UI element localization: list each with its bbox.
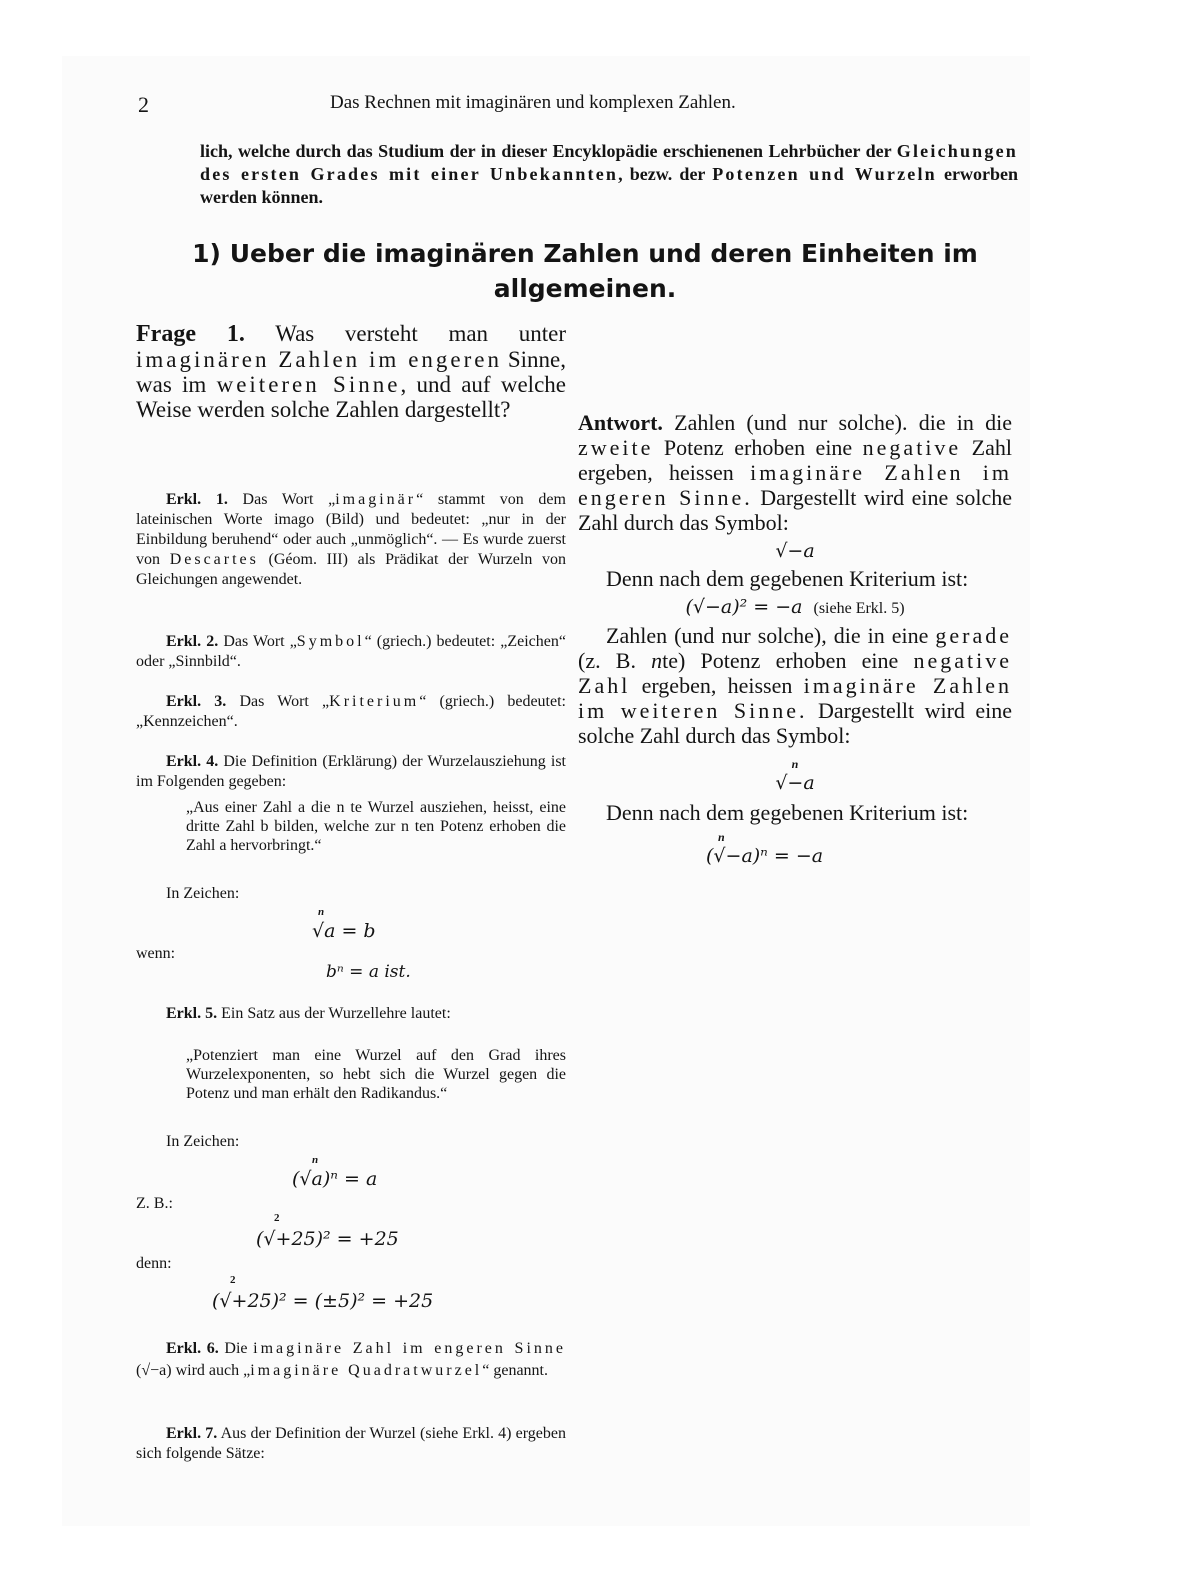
answer-spaced: negative Zahl (578, 648, 1012, 698)
note-text: Die Definition (Erklärung) der Wurzelausziehung ist im Folgenden gegeben: (136, 753, 566, 790)
note-label: Erkl. 4. (166, 753, 219, 770)
note-erkl-5 (136, 1004, 566, 1024)
answer-italic: n (651, 648, 663, 673)
answer-text: Dargestellt wird eine solche Zahl durch das Symbol: (578, 485, 1013, 535)
note-spaced: Kriterium (329, 693, 420, 710)
formula-root-equals-b: √a = b (312, 920, 376, 942)
intro-text: lich, welche durch das Studium der in dieser Encyklopädie erschienenen Lehrbücher der (200, 141, 897, 161)
running-title: Das Rechnen mit imaginären und komplexen Zahlen. (330, 92, 736, 113)
question-text: , und auf welche Weise werden solche Zahlen dargestellt? (136, 372, 566, 422)
section-title: Ueber die imaginären Zahlen und deren Einheiten im allgemeinen. (229, 239, 978, 303)
note-text: “ (griech.) bedeutet: „Kennzeichen“. (136, 693, 566, 730)
formula-example-25-proof: (√+25)² = (±5)² = +25 (212, 1290, 434, 1312)
note-erkl-5-quote: „Potenziert man eine Wurzel auf den Grad ihres Wurzelexponenten, so hebt sich die Wurzel gegen die Potenz und man erhält den Radikandus.“ (186, 1047, 566, 1102)
note-spaced: Symbol (296, 633, 365, 650)
question-spaced: weiteren Sinne (216, 372, 401, 397)
formula-square-row (578, 593, 1012, 621)
note-label: Erkl. 5. (166, 1005, 218, 1022)
formula-example-25: (√+25)² = +25 (256, 1228, 399, 1250)
note-in-zeichen: In Zeichen: (166, 885, 240, 902)
answer-text: (z. B. (578, 648, 652, 673)
question-paragraph (136, 321, 566, 422)
formula-reference: (siehe Erkl. 5) (813, 600, 905, 617)
answer-spaced: imaginäre Zahlen im engeren Sinne. (578, 460, 1012, 510)
note-erkl-4 (136, 752, 566, 792)
answer-spaced: gerade (935, 623, 1012, 648)
answer-text: ergeben, heissen (630, 673, 804, 698)
note-in-zeichen: In Zeichen: (166, 1133, 240, 1150)
note-text: “ (griech.) bedeutet: „Zeichen“ oder „Sinnbild“. (136, 633, 566, 670)
answer-paragraph-2: Denn nach dem gegebenen Kriterium ist: (606, 566, 969, 591)
answer-text: Potenz erhoben eine (653, 435, 863, 460)
intro-paragraph (200, 140, 1018, 209)
formula-power-of-root: (√a)ⁿ = a (292, 1168, 378, 1190)
root-index: n (312, 1154, 319, 1166)
note-text: (Géom. III) als Prädikat der Wurzeln von Gleichungen angewendet. (136, 551, 567, 588)
formula-nth-power: (√−a)ⁿ = −a (706, 845, 824, 867)
note-denn: denn: (136, 1255, 172, 1272)
root-index: n (791, 757, 799, 771)
formula-square: (√−a)² = −a (685, 596, 803, 618)
note-label: Erkl. 7. (166, 1425, 218, 1442)
answer-spaced: negative (862, 435, 962, 460)
note-label: Erkl. 2. (166, 633, 219, 650)
note-erkl-3 (136, 692, 566, 732)
intro-spaced: Potenzen und Wurzeln (712, 164, 937, 184)
note-erkl-6 (136, 1338, 566, 1382)
section-heading (150, 236, 1020, 306)
answer-spaced: zweite (578, 435, 654, 460)
intro-text: , bezw. der (618, 164, 713, 184)
question-spaced: imaginären Zahlen im engeren (136, 347, 502, 372)
page-number: 2 (138, 92, 149, 117)
answer-paragraph-1 (578, 410, 1012, 535)
question-label: Frage 1. (136, 321, 245, 347)
note-spaced: imaginäre Zahl im engeren Sinne (253, 1340, 566, 1357)
note-text: “ stammt von dem lateinischen Worte imago (Bild) und bedeutet: „nur in der Einbildung beruhend“ oder auch „unmöglich“. — Es wurde zuerst von (136, 491, 566, 568)
note-text: (√−a) wird auch „ (136, 1362, 251, 1379)
answer-column (578, 410, 1012, 869)
note-zb: Z. B.: (136, 1195, 173, 1212)
answer-spaced: imaginäre Zahlen im weiteren Sinne. (578, 673, 1012, 723)
note-spaced: imaginär (335, 491, 417, 508)
formula-index-n (578, 754, 1012, 771)
note-text: Das Wort „ (226, 693, 330, 710)
note-erkl-7 (136, 1424, 566, 1464)
root-index: n (718, 830, 725, 844)
answer-paragraph-3 (578, 623, 1012, 748)
question-text: Was versteht man unter (244, 321, 566, 346)
answer-text: te) Potenz erhoben eine (662, 648, 914, 673)
section-number: 1) (192, 239, 221, 268)
formula-nth-root: √−a (775, 772, 815, 794)
question-text: Sinne, was im (136, 347, 566, 397)
note-text: Die (218, 1340, 254, 1357)
note-spaced: Descartes (169, 551, 259, 568)
root-index: n (318, 906, 325, 918)
note-label: Erkl. 1. (166, 491, 228, 508)
note-erkl-2 (136, 632, 566, 672)
answer-label: Antwort. (578, 410, 663, 435)
answer-text: Zahl ergeben, heissen (578, 435, 1012, 485)
intro-text: erworben werden können. (200, 164, 1018, 207)
note-text: Das Wort „ (227, 491, 336, 508)
note-text: “ genannt. (482, 1362, 548, 1379)
answer-text: Zahlen (und nur solche). die in die (662, 410, 1012, 435)
formula-index-n (578, 827, 1012, 844)
root-index: 2 (230, 1274, 236, 1286)
note-text: Das Wort „ (218, 633, 297, 650)
note-label: Erkl. 3. (166, 693, 227, 710)
formula-power-equals-a: bⁿ = a ist. (326, 962, 411, 982)
root-index: 2 (274, 1212, 280, 1224)
answer-text: Dargestellt wird eine solche Zahl durch das Symbol: (578, 698, 1013, 748)
intro-spaced: Gleichungen des ersten Grades mit einer Unbekannten (200, 141, 1018, 184)
note-erkl-1 (136, 490, 566, 590)
note-wenn: wenn: (136, 945, 176, 962)
note-text: Aus der Definition der Wurzel (siehe Erkl. 4) ergeben sich folgende Sätze: (136, 1425, 566, 1462)
answer-paragraph-4: Denn nach dem gegebenen Kriterium ist: (606, 800, 969, 825)
note-label: Erkl. 6. (166, 1340, 219, 1357)
formula-sqrt-minus-a: √−a (775, 540, 815, 562)
note-erkl-4-quote: „Aus einer Zahl a die n te Wurzel ausziehen, heisst, eine dritte Zahl b bilden, welche zur n ten Potenz erhoben die Zahl a hervorbringt.“ (186, 799, 566, 854)
answer-text: Zahlen (und nur solche), die in eine (606, 623, 936, 648)
note-text: Ein Satz aus der Wurzellehre lautet: (217, 1005, 451, 1022)
note-spaced: imaginäre Quadratwurzel (250, 1362, 483, 1379)
